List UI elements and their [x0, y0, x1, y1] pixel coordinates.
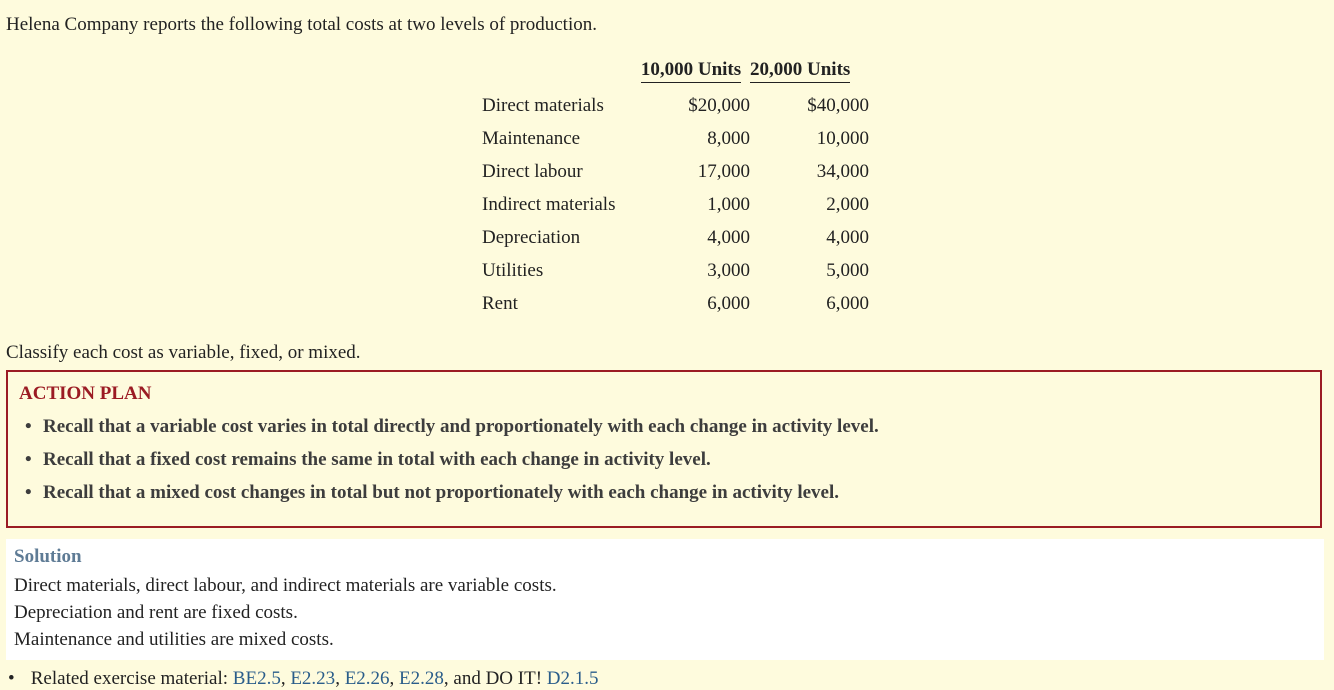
- row-label: Utilities: [482, 259, 544, 281]
- instruction-text: Classify each cost as variable, fixed, or mixed.: [6, 342, 361, 363]
- related-prefix: Related exercise material:: [30, 668, 229, 689]
- header-spacer: [474, 59, 632, 89]
- related-suffix: and DO IT!: [453, 668, 543, 689]
- table-row: [474, 89, 869, 122]
- solution-line: Depreciation and rent are fixed costs.: [14, 602, 298, 623]
- cost-table: [474, 59, 869, 320]
- row-value-20000: 2,000: [826, 193, 869, 215]
- link-e2-28[interactable]: E2.28: [399, 668, 444, 689]
- row-label: Rent: [482, 292, 518, 314]
- table-row: [474, 122, 869, 155]
- bullet-icon: •: [25, 449, 32, 470]
- solution-line: Maintenance and utilities are mixed costs.: [14, 629, 334, 650]
- action-plan-box: [6, 370, 1322, 528]
- row-value-20000: 10,000: [816, 127, 869, 149]
- action-plan-list: [25, 413, 879, 512]
- link-e2-26[interactable]: E2.26: [344, 668, 390, 689]
- column-header-10000-label: 10,000 Units: [641, 59, 741, 83]
- table-row: [474, 254, 869, 287]
- row-value-10000: $20,000: [688, 94, 750, 116]
- row-label: Maintenance: [482, 127, 581, 149]
- table-row: [474, 155, 869, 188]
- link-be2-5[interactable]: BE2.5: [232, 668, 281, 689]
- table-header-row: [474, 59, 869, 89]
- bullet-icon: •: [8, 668, 15, 689]
- list-item: [25, 479, 879, 512]
- row-label: Direct labour: [482, 160, 583, 182]
- row-value-10000: 6,000: [707, 292, 750, 314]
- solution-lines: [14, 572, 557, 653]
- table-row: [474, 188, 869, 221]
- intro-text: Helena Company reports the following total costs at two levels of production.: [6, 14, 597, 35]
- row-value-10000: 3,000: [707, 259, 750, 281]
- row-value-20000: 6,000: [826, 292, 869, 314]
- row-value-10000: 4,000: [707, 226, 750, 248]
- solution-title: Solution: [14, 546, 82, 567]
- row-label: Depreciation: [482, 226, 581, 248]
- list-item-text: Recall that a mixed cost changes in total but not proportionately with each change in activity level.: [43, 482, 840, 503]
- link-d2-1-5[interactable]: D2.1.5: [546, 668, 599, 689]
- table-row: [474, 287, 869, 320]
- solution-box: [6, 539, 1324, 660]
- solution-line: Direct materials, direct labour, and indirect materials are variable costs.: [14, 575, 557, 596]
- bullet-icon: •: [25, 482, 32, 503]
- table-row: [474, 221, 869, 254]
- list-item-text: Recall that a fixed cost remains the same in total with each change in activity level.: [43, 449, 711, 470]
- list-item: [25, 446, 879, 479]
- row-value-20000: 5,000: [826, 259, 869, 281]
- column-header-20000: [750, 59, 869, 89]
- action-plan-title: ACTION PLAN: [19, 383, 152, 404]
- list-item-text: Recall that a variable cost varies in total directly and proportionately with each change in activity level.: [43, 416, 879, 437]
- row-value-20000: $40,000: [807, 94, 869, 116]
- row-value-20000: 4,000: [826, 226, 869, 248]
- row-value-10000: 1,000: [707, 193, 750, 215]
- row-label: Indirect materials: [482, 193, 616, 215]
- row-label: Direct materials: [482, 94, 604, 116]
- link-e2-23[interactable]: E2.23: [290, 668, 336, 689]
- column-header-10000: [632, 59, 750, 89]
- related-exercises: • Related exercise material: BE2.5, E2.23, E2.26, E2.28, and DO IT! D2.1.5: [8, 668, 599, 689]
- list-item: [25, 413, 879, 446]
- column-header-20000-label: 20,000 Units: [750, 59, 850, 83]
- bullet-icon: •: [25, 416, 32, 437]
- row-value-20000: 34,000: [816, 160, 869, 182]
- row-value-10000: 8,000: [707, 127, 750, 149]
- row-value-10000: 17,000: [697, 160, 750, 182]
